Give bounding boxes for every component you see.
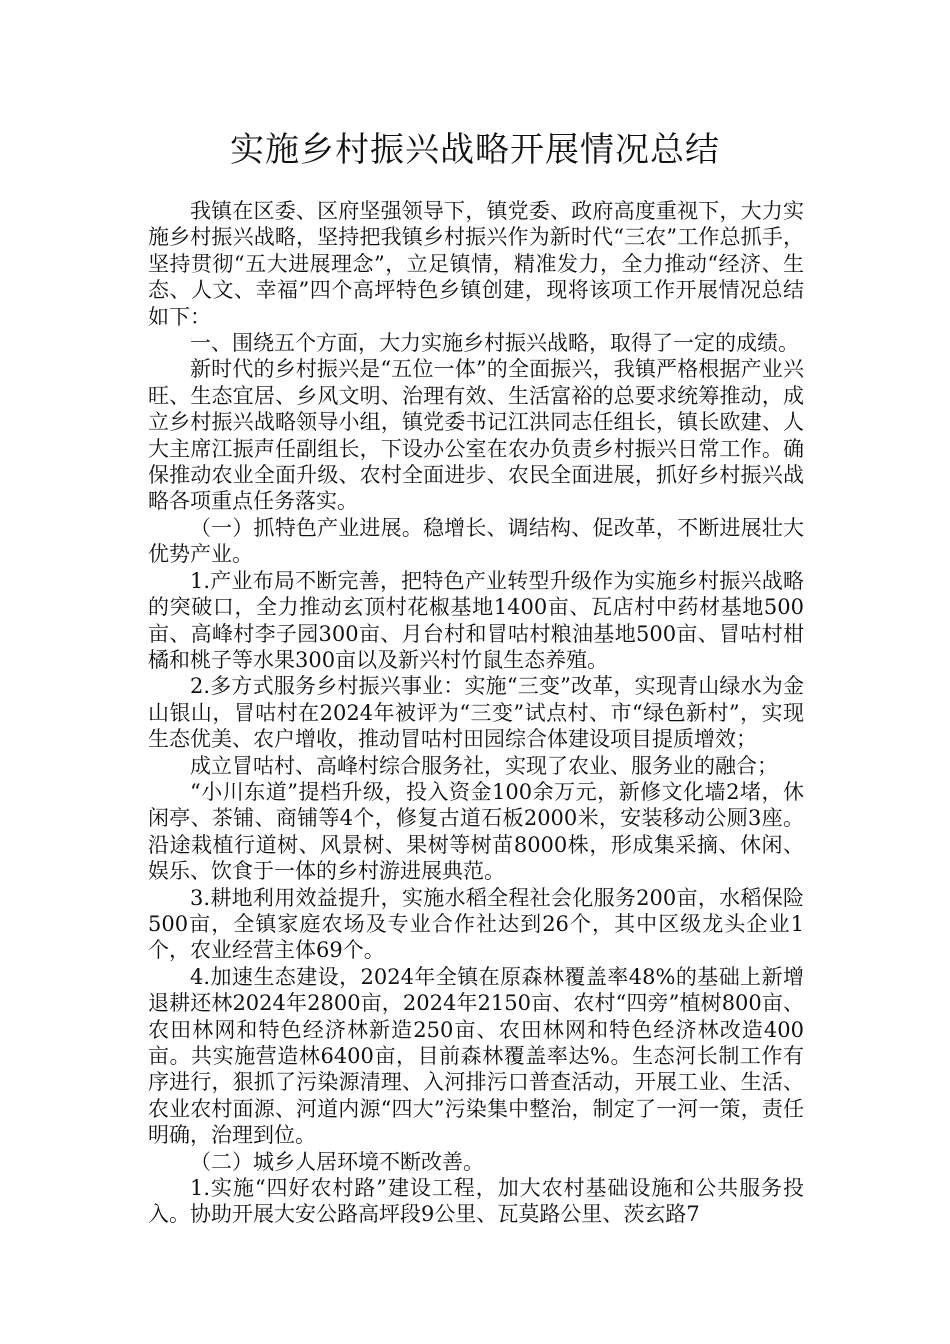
paragraph-intro: 我镇在区委、区府坚强领导下，镇党委、政府高度重视下，大力实施乡村振兴战略，坚持把我镇乡村振兴作为新时代“三农”工作总抓手，坚持贯彻“五大进展理念”，立足镇情，精准发力，全力推动“经济、生态、人文、幸福”四个高坪特色乡镇创建，现将该项工作开展情况总结如下： <box>148 199 804 329</box>
section-heading-one: 一、围绕五个方面，大力实施乡村振兴战略，取得了一定的成绩。 <box>190 331 799 356</box>
paragraph-roads: 1.实施“四好农村路”建设工程，加大农村基础设施和公共服务投入。协助开展大安公路高坪段9公里、瓦莫路公里、茨玄路7 <box>148 1176 804 1227</box>
subsection-heading-environment: （二）城乡人居环境不断改善。 <box>190 1149 484 1174</box>
subsection-heading-industry: （一）抓特色产业进展。稳增长、调结构、促改革，不断进展壮大优势产业。 <box>148 515 804 567</box>
paragraph-service-cooperative: 成立冒咕村、高峰村综合服务社，实现了农业、服务业的融合； <box>190 753 778 778</box>
paragraph-item-3: 3.耕地利用效益提升，实施水稻全程社会化服务200亩，水稻保险500亩，全镇家庭农场及专业合作社达到26个，其中区级龙头企业1个，农业经营主体69个。 <box>148 885 804 963</box>
paragraph-overview: 新时代的乡村振兴是“五位一体”的全面振兴，我镇严格根据产业兴旺、生态宜居、乡风文明、治理有效、生活富裕的总要求统筹推动，成立乡村振兴战略领导小组，镇党委书记江洪同志任组长，镇长欧建、人大主席江振声任副组长，下设办公室在农办负责乡村振兴日常工作。确保推动农业全面升级、农村全面进步、农民全面进展，抓好乡村振兴战略各项重点任务落实。 <box>148 357 804 514</box>
document-body <box>148 198 804 1228</box>
paragraph-xiaochuan-road: “小川东道”提档升级，投入资金100余万元，新修文化墙2堵，休闲亭、茶铺、商铺等4个，修复古道石板2000米，安装移动公厕3座。沿途栽植行道树、风景树、果树等树苗8000株，形成集采摘、休闲、娱乐、饮食于一体的乡村游进展典范。 <box>148 779 804 884</box>
paragraph-item-2: 2.多方式服务乡村振兴事业：实施“三变”改革，实现青山绿水为金山银山，冒咕村在2024年被评为“三变”试点村、市“绿色新村”，实现生态优美、农户增收，推动冒咕村田园综合体建设项目提质增效； <box>148 674 804 752</box>
paragraph-item-1: 1.产业布局不断完善，把特色产业转型升级作为实施乡村振兴战略的突破口，全力推动玄顶村花椒基地1400亩、瓦店村中药材基地500亩、高峰村李子园300亩、月台村和冒咕村粮油基地500亩、冒咕村柑橘和桃子等水果300亩以及新兴村竹鼠生态养殖。 <box>148 568 804 672</box>
paragraph-item-4: 4.加速生态建设，2024年全镇在原森林覆盖率48%的基础上新增退耕还林2024年2800亩，2024年2150亩、农村“四旁”植树800亩、农田林网和特色经济林新造250亩、农田林网和特色经济林改造400亩。共实施营造林6400亩，目前森林覆盖率达%。生态河长制工作有序进行，狠抓了污染源清理、入河排污口普查活动，开展工业、生活、农业农村面源、河道内源“四大”污染集中整治，制定了一河一策，责任明确，治理到位。 <box>148 964 804 1148</box>
document-title: 实施乡村振兴战略开展情况总结 <box>230 130 720 170</box>
